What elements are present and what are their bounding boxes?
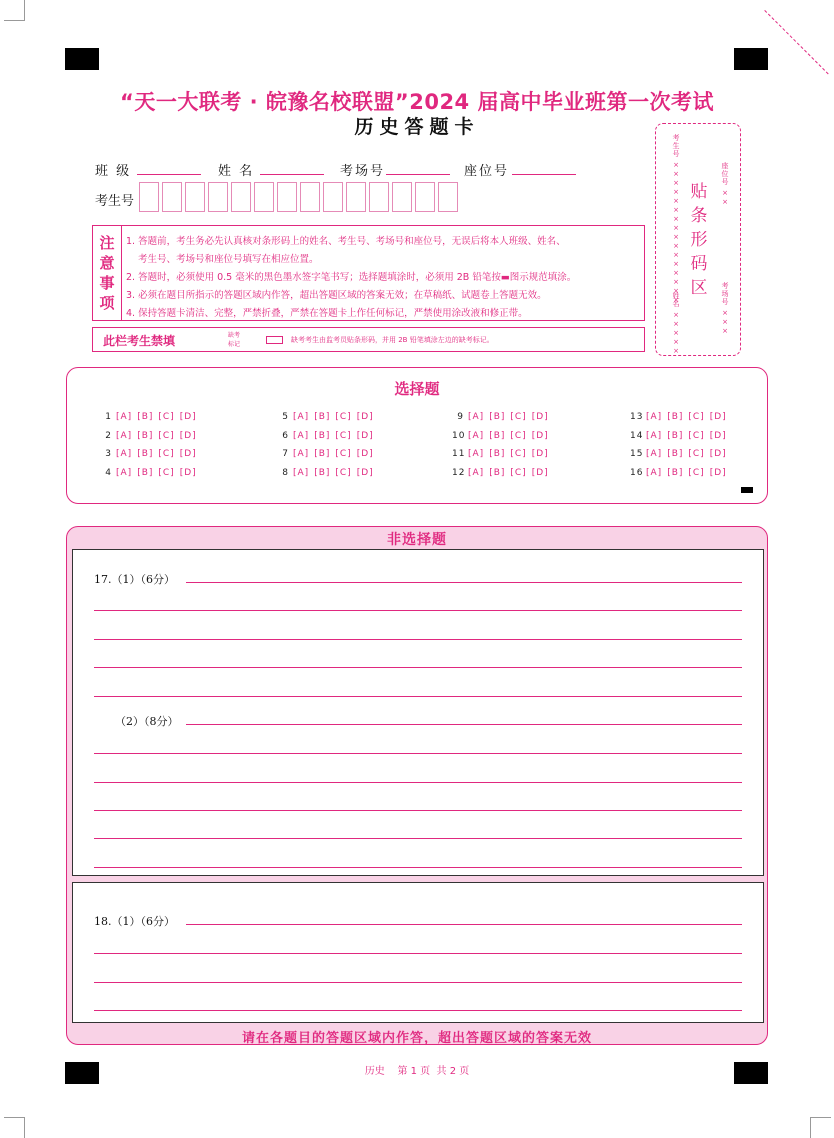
exam-room-field[interactable] bbox=[386, 174, 450, 175]
answer-line[interactable] bbox=[186, 582, 742, 583]
choice-question bbox=[630, 468, 732, 478]
answer-bubble[interactable]: [B] bbox=[137, 412, 154, 422]
name-field[interactable] bbox=[260, 174, 324, 175]
question-number: 11 bbox=[452, 449, 466, 459]
answer-bubble[interactable]: [A] bbox=[116, 449, 133, 459]
student-id-label: 考生号 bbox=[95, 194, 135, 209]
notice-line-2: 2. 答题时，必须使用 0.5 毫米的黑色墨水签字笔书写；选择题填涂时，必须用 2B 铅笔按▬图示规范填涂。 bbox=[126, 272, 577, 283]
answer-line[interactable] bbox=[94, 782, 742, 783]
answer-bubble[interactable]: [D] bbox=[709, 412, 727, 422]
question-number: 6 bbox=[282, 431, 289, 441]
answer-bubble[interactable]: [D] bbox=[179, 412, 197, 422]
barcode-char: 条 bbox=[690, 206, 708, 226]
question-number: 2 bbox=[105, 431, 112, 441]
choice-question bbox=[277, 468, 379, 478]
barcode-area bbox=[655, 123, 741, 356]
answer-bubble[interactable]: [D] bbox=[531, 412, 549, 422]
notice-box bbox=[92, 225, 645, 321]
choice-question bbox=[100, 412, 202, 422]
barcode-char: 区 bbox=[690, 278, 708, 298]
answer-bubble[interactable]: [C] bbox=[688, 431, 705, 441]
answer-bubble[interactable]: [D] bbox=[356, 449, 374, 459]
answer-bubble[interactable]: [C] bbox=[158, 468, 175, 478]
choice-question bbox=[277, 412, 379, 422]
answer-bubble[interactable]: [C] bbox=[158, 449, 175, 459]
answer-bubble[interactable]: [B] bbox=[667, 431, 684, 441]
question-number: 9 bbox=[457, 412, 464, 422]
absent-mark-label-2: 标记 bbox=[228, 341, 241, 348]
answer-bubble[interactable]: [C] bbox=[335, 431, 352, 441]
barcode-sample-student-id: 考生号 ×××××××××××××××× bbox=[672, 134, 680, 306]
absent-mark-box[interactable] bbox=[266, 336, 283, 344]
answer-line[interactable] bbox=[94, 753, 742, 754]
id-digit-box[interactable] bbox=[277, 182, 297, 212]
answer-bubble[interactable]: [A] bbox=[293, 412, 310, 422]
answer-bubble[interactable]: [A] bbox=[468, 449, 485, 459]
fold-line bbox=[764, 10, 828, 74]
choice-question bbox=[100, 468, 202, 478]
answer-line[interactable] bbox=[94, 1010, 742, 1011]
seat-field[interactable] bbox=[512, 174, 576, 175]
answer-bubble[interactable]: [B] bbox=[667, 449, 684, 459]
id-digit-box[interactable] bbox=[231, 182, 251, 212]
choice-question bbox=[452, 468, 554, 478]
answer-bubble[interactable]: [D] bbox=[709, 431, 727, 441]
choice-question bbox=[452, 431, 554, 441]
choice-question bbox=[277, 431, 379, 441]
answer-bubble[interactable]: [C] bbox=[335, 449, 352, 459]
answer-bubble[interactable]: [A] bbox=[116, 468, 133, 478]
non-choice-title: 非选择题 bbox=[387, 532, 447, 548]
question-number: 5 bbox=[282, 412, 289, 422]
class-field[interactable] bbox=[137, 174, 201, 175]
answer-bubble[interactable]: [C] bbox=[688, 468, 705, 478]
absent-note: 缺考考生由监考员贴条形码，并用 2B 铅笔填涂左边的缺考标记。 bbox=[291, 336, 494, 344]
answer-line[interactable] bbox=[94, 810, 742, 811]
id-digit-box[interactable] bbox=[185, 182, 205, 212]
answer-box-18[interactable] bbox=[72, 882, 764, 1023]
choice-question bbox=[630, 449, 732, 459]
name-label: 姓 名 bbox=[218, 164, 255, 179]
answer-bubble[interactable]: [D] bbox=[531, 431, 549, 441]
answer-bubble[interactable]: [B] bbox=[314, 449, 331, 459]
id-digit-box[interactable] bbox=[392, 182, 412, 212]
answer-bubble[interactable]: [B] bbox=[137, 449, 154, 459]
exam-title: “天一大联考 · 皖豫名校联盟”2024 届高中毕业班第一次考试 bbox=[120, 90, 714, 114]
answer-line[interactable] bbox=[94, 982, 742, 983]
id-digit-box[interactable] bbox=[139, 182, 159, 212]
id-digit-box[interactable] bbox=[323, 182, 343, 212]
answer-bubble[interactable]: [B] bbox=[489, 412, 506, 422]
answer-line[interactable] bbox=[186, 724, 742, 725]
answer-bubble[interactable]: [C] bbox=[335, 412, 352, 422]
absent-box bbox=[92, 327, 645, 352]
answer-bubble[interactable]: [A] bbox=[646, 431, 663, 441]
answer-bubble[interactable]: [C] bbox=[688, 412, 705, 422]
question-17-2-label: （2）（8分） bbox=[115, 715, 179, 728]
id-digit-box[interactable] bbox=[415, 182, 435, 212]
answer-bubble[interactable]: [A] bbox=[116, 431, 133, 441]
notice-head-char: 注 bbox=[99, 234, 115, 252]
answer-bubble[interactable]: [A] bbox=[646, 412, 663, 422]
answer-bubble[interactable]: [C] bbox=[510, 449, 527, 459]
answer-line[interactable] bbox=[94, 953, 742, 954]
barcode-char: 码 bbox=[690, 254, 708, 274]
choice-question bbox=[452, 412, 554, 422]
question-number: 1 bbox=[105, 412, 112, 422]
notice-line-3: 3. 必须在题目所指示的答题区域内作答，超出答题区域的答案无效；在草稿纸、试题卷上答题无效。 bbox=[126, 290, 547, 301]
seat-label: 座位号 bbox=[464, 164, 510, 179]
question-number: 13 bbox=[630, 412, 644, 422]
answer-bubble[interactable]: [A] bbox=[646, 468, 663, 478]
id-digit-box[interactable] bbox=[300, 182, 320, 212]
barcode-sample-seat: 座位号 ×× bbox=[721, 162, 729, 208]
question-number: 14 bbox=[630, 431, 644, 441]
choice-timing-mark bbox=[741, 487, 753, 493]
position-mark-top-right bbox=[734, 48, 768, 70]
answer-bubble[interactable]: [D] bbox=[356, 468, 374, 478]
notice-head-char: 意 bbox=[99, 254, 115, 272]
question-number: 15 bbox=[630, 449, 644, 459]
answer-bubble[interactable]: [A] bbox=[293, 449, 310, 459]
choice-question bbox=[630, 412, 732, 422]
page-footer: 历史 第 1 页 共 2 页 bbox=[364, 1066, 470, 1077]
choice-question bbox=[452, 449, 554, 459]
answer-box-17[interactable] bbox=[72, 549, 764, 876]
choice-section bbox=[66, 367, 768, 504]
answer-bubble[interactable]: [D] bbox=[531, 449, 549, 459]
answer-bubble[interactable]: [C] bbox=[335, 468, 352, 478]
absent-label: 此栏考生禁填 bbox=[103, 334, 176, 348]
barcode-char: 形 bbox=[690, 230, 708, 250]
question-number: 12 bbox=[452, 468, 466, 478]
answer-bubble[interactable]: [A] bbox=[468, 412, 485, 422]
absent-mark-label-1: 缺考 bbox=[228, 332, 241, 339]
answer-bubble[interactable]: [D] bbox=[179, 449, 197, 459]
answer-bubble[interactable]: [B] bbox=[489, 468, 506, 478]
id-digit-box[interactable] bbox=[369, 182, 389, 212]
answer-bubble[interactable]: [B] bbox=[489, 431, 506, 441]
id-digit-box[interactable] bbox=[162, 182, 182, 212]
answer-line[interactable] bbox=[94, 639, 742, 640]
answer-line[interactable] bbox=[186, 924, 742, 925]
answer-bubble[interactable]: [B] bbox=[314, 468, 331, 478]
answer-bubble[interactable]: [A] bbox=[293, 431, 310, 441]
barcode-label bbox=[688, 180, 710, 300]
question-number: 16 bbox=[630, 468, 644, 478]
notice-line-1-cont: 考生号、考场号和座位号填写在相应位置。 bbox=[138, 254, 319, 265]
answer-bubble[interactable]: [D] bbox=[356, 431, 374, 441]
crop-mark-bottom-left bbox=[4, 1117, 25, 1138]
exam-room-label: 考场号 bbox=[340, 164, 386, 179]
choice-title: 选择题 bbox=[394, 380, 440, 398]
answer-line[interactable] bbox=[94, 696, 742, 697]
crop-mark-top-left bbox=[4, 0, 25, 21]
notice-head-char: 事 bbox=[99, 274, 115, 292]
notice-line-4: 4. 保持答题卡清洁、完整，严禁折叠，严禁在答题卡上作任何标记，严禁使用涂改液和修正带。 bbox=[126, 308, 528, 319]
notice-line-1: 1. 答题前，考生务必先认真核对条形码上的姓名、考生号、考场号和座位号，无误后将本人班级、姓名、 bbox=[126, 236, 566, 247]
id-digit-box[interactable] bbox=[438, 182, 458, 212]
answer-bubble[interactable]: [B] bbox=[489, 449, 506, 459]
question-17-1-label: 17.（1）（6分） bbox=[94, 573, 175, 586]
answer-bubble[interactable]: [B] bbox=[314, 412, 331, 422]
barcode-sample-exam-room: 考场号 ××× bbox=[721, 282, 729, 337]
answer-bubble[interactable]: [C] bbox=[510, 468, 527, 478]
answer-bubble[interactable]: [C] bbox=[158, 431, 175, 441]
answer-bubble[interactable]: [D] bbox=[531, 468, 549, 478]
choice-question bbox=[100, 431, 202, 441]
choice-question bbox=[100, 449, 202, 459]
id-digit-box[interactable] bbox=[208, 182, 228, 212]
non-choice-section bbox=[66, 526, 768, 1045]
crop-mark-bottom-right bbox=[810, 1117, 831, 1138]
answer-bubble[interactable]: [A] bbox=[468, 431, 485, 441]
answer-bubble[interactable]: [B] bbox=[137, 468, 154, 478]
answer-bubble[interactable]: [B] bbox=[667, 412, 684, 422]
answer-bubble[interactable]: [C] bbox=[510, 412, 527, 422]
position-mark-top-left bbox=[65, 48, 99, 70]
answer-bubble[interactable]: [B] bbox=[667, 468, 684, 478]
answer-line[interactable] bbox=[94, 867, 742, 868]
answer-bubble[interactable]: [D] bbox=[356, 412, 374, 422]
choice-question bbox=[277, 449, 379, 459]
answer-bubble[interactable]: [D] bbox=[709, 449, 727, 459]
question-number: 7 bbox=[282, 449, 289, 459]
answer-bubble[interactable]: [D] bbox=[179, 468, 197, 478]
id-digit-box[interactable] bbox=[254, 182, 274, 212]
class-label: 班 级 bbox=[95, 164, 132, 179]
card-subtitle: 历史答题卡 bbox=[354, 116, 480, 138]
answer-bubble[interactable]: [A] bbox=[468, 468, 485, 478]
answer-bubble[interactable]: [A] bbox=[116, 412, 133, 422]
choice-question bbox=[630, 431, 732, 441]
barcode-char: 贴 bbox=[690, 182, 708, 202]
answer-line[interactable] bbox=[94, 667, 742, 668]
barcode-sample-name: 姓名 ××××× bbox=[672, 292, 680, 357]
id-digit-box[interactable] bbox=[346, 182, 366, 212]
answer-bubble[interactable]: [A] bbox=[646, 449, 663, 459]
answer-bubble[interactable]: [D] bbox=[179, 431, 197, 441]
answer-bubble[interactable]: [C] bbox=[510, 431, 527, 441]
answer-line[interactable] bbox=[94, 610, 742, 611]
notice-heading bbox=[93, 226, 122, 320]
answer-bubble[interactable]: [B] bbox=[137, 431, 154, 441]
notice-head-char: 项 bbox=[99, 294, 115, 312]
answer-line[interactable] bbox=[94, 838, 742, 839]
question-number: 4 bbox=[105, 468, 112, 478]
question-18-1-label: 18.（1）（6分） bbox=[94, 915, 175, 928]
answer-area-warning: 请在各题目的答题区域内作答，超出答题区域的答案无效 bbox=[241, 1031, 592, 1046]
question-number: 10 bbox=[452, 431, 466, 441]
answer-bubble[interactable]: [C] bbox=[158, 412, 175, 422]
answer-bubble[interactable]: [D] bbox=[709, 468, 727, 478]
answer-bubble[interactable]: [C] bbox=[688, 449, 705, 459]
question-number: 3 bbox=[105, 449, 112, 459]
answer-bubble[interactable]: [A] bbox=[293, 468, 310, 478]
question-number: 8 bbox=[282, 468, 289, 478]
answer-bubble[interactable]: [B] bbox=[314, 431, 331, 441]
